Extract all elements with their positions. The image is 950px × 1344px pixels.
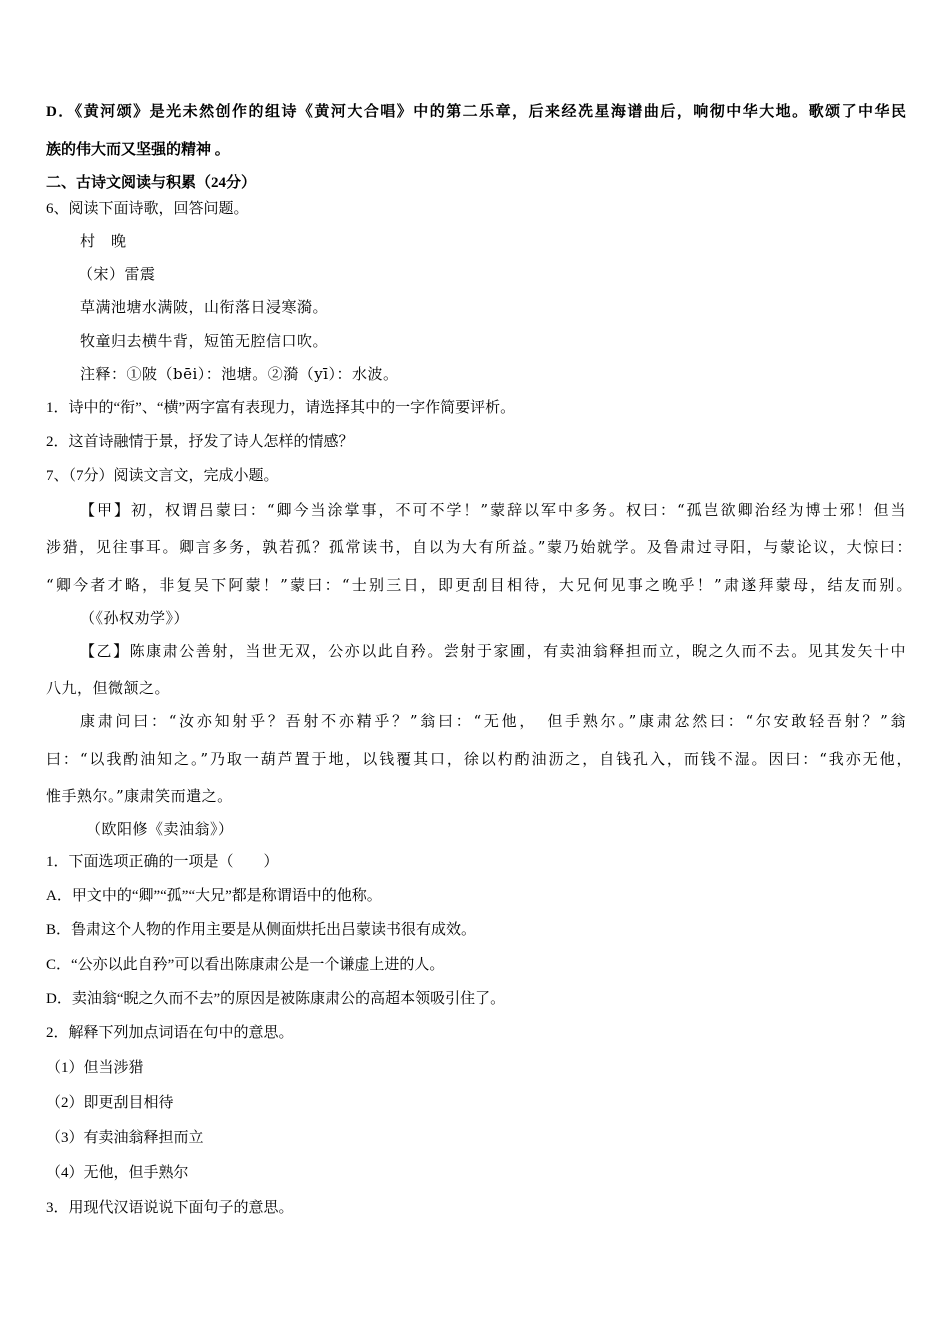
option-c: C．“公亦以此自矜”可以看出陈康肃公是一个谦虚上进的人。 <box>46 957 445 973</box>
poem-author: （宋）雷震 <box>78 265 156 283</box>
question-7-1-prompt: 1．下面选项正确的一项是（ ） <box>46 854 279 870</box>
passage-jia-source: （《孙权劝学》） <box>80 609 190 627</box>
option-d-line-1: D．《黄河颂》是光未然创作的组诗《黄河大合唱》中的第二乐章，后来经冼星海谱曲后，响彻中华大地。歌颂了中华民 <box>46 104 906 120</box>
poem-note: 注释：①陂（bēi）：池塘。②漪（yī）：水波。 <box>80 365 399 383</box>
question-7-2-item-3: （3）有卖油翁释担而立 <box>46 1130 204 1146</box>
passage-yi-source: （欧阳修《卖油翁》） <box>86 820 234 838</box>
question-6-prompt: 6、阅读下面诗歌，回答问题。 <box>46 201 249 217</box>
question-7-2-item-1: （1）但当涉猎 <box>46 1060 144 1076</box>
passage-yi-line-3: 康肃问曰：“汝亦知射乎？吾射不亦精乎？”翁曰：“无他， 但手熟尔。”康肃忿然曰：“尔安敢轻吾射？”翁 <box>80 712 906 730</box>
question-6-sub-2: 2．这首诗融情于景，抒发了诗人怎样的情感？ <box>46 434 354 450</box>
question-6-sub-1: 1．诗中的“衔”、“横”两字富有表现力，请选择其中的一字作简要评析。 <box>46 400 516 416</box>
question-7-3-prompt: 3．用现代汉语说说下面句子的意思。 <box>46 1200 294 1216</box>
passage-jia-line-2: 涉猎，见往事耳。卿言多务，孰若孤？孤常读书，自以为大有所益。”蒙乃始就学。及鲁肃过寻阳，与蒙论议，大惊曰： <box>46 538 912 556</box>
section-heading: 二、古诗文阅读与积累（24分） <box>46 175 257 191</box>
passage-jia-line-3: “卿今者才略，非复吴下阿蒙！”蒙曰：“士别三日，即更刮目相待，大兄何见事之晚乎！”肃遂拜蒙母，结友而别。 <box>46 576 912 594</box>
passage-jia-line-1: 【甲】初，权谓吕蒙曰：“卿今当涂掌事，不可不学！”蒙辞以军中多务。权曰：“孤岂欲卿治经为博士邪！但当 <box>80 501 906 519</box>
option-d-line-2: 族的伟大而又坚强的精神 。 <box>46 142 230 158</box>
passage-yi-line-4: 曰：“以我酌油知之。”乃取一葫芦置于地，以钱覆其口，徐以杓酌油沥之，自钱孔入，而钱不湿。因曰：“我亦无他， <box>46 750 912 768</box>
question-7-2-item-4: （4）无他，但手熟尔 <box>46 1165 189 1181</box>
passage-yi-line-2: 八九，但微颔之。 <box>46 679 171 697</box>
option-a: A．甲文中的“卿”“孤”“大兄”都是称谓语中的他称。 <box>46 888 382 904</box>
option-d: D．卖油翁“睨之久而不去”的原因是被陈康肃公的高超本领吸引住了。 <box>46 991 506 1007</box>
poem-line-1: 草满池塘水满陂，山衔落日浸寒漪。 <box>80 298 329 316</box>
poem-title: 村 晚 <box>80 232 127 250</box>
passage-yi-line-5: 惟手熟尔。”康肃笑而遣之。 <box>46 787 233 805</box>
passage-yi-line-1: 【乙】陈康肃公善射，当世无双，公亦以此自矜。尝射于家圃，有卖油翁释担而立，睨之久而不去。见其发矢十中 <box>80 642 906 660</box>
question-7-2-prompt: 2．解释下列加点词语在句中的意思。 <box>46 1025 294 1041</box>
question-7-prompt: 7、（7分）阅读文言文，完成小题。 <box>46 468 279 484</box>
poem-line-2: 牧童归去横牛背，短笛无腔信口吹。 <box>80 332 329 350</box>
question-7-2-item-2: （2）即更刮目相待 <box>46 1095 174 1111</box>
option-b: B．鲁肃这个人物的作用主要是从侧面烘托出吕蒙读书很有成效。 <box>46 922 477 938</box>
